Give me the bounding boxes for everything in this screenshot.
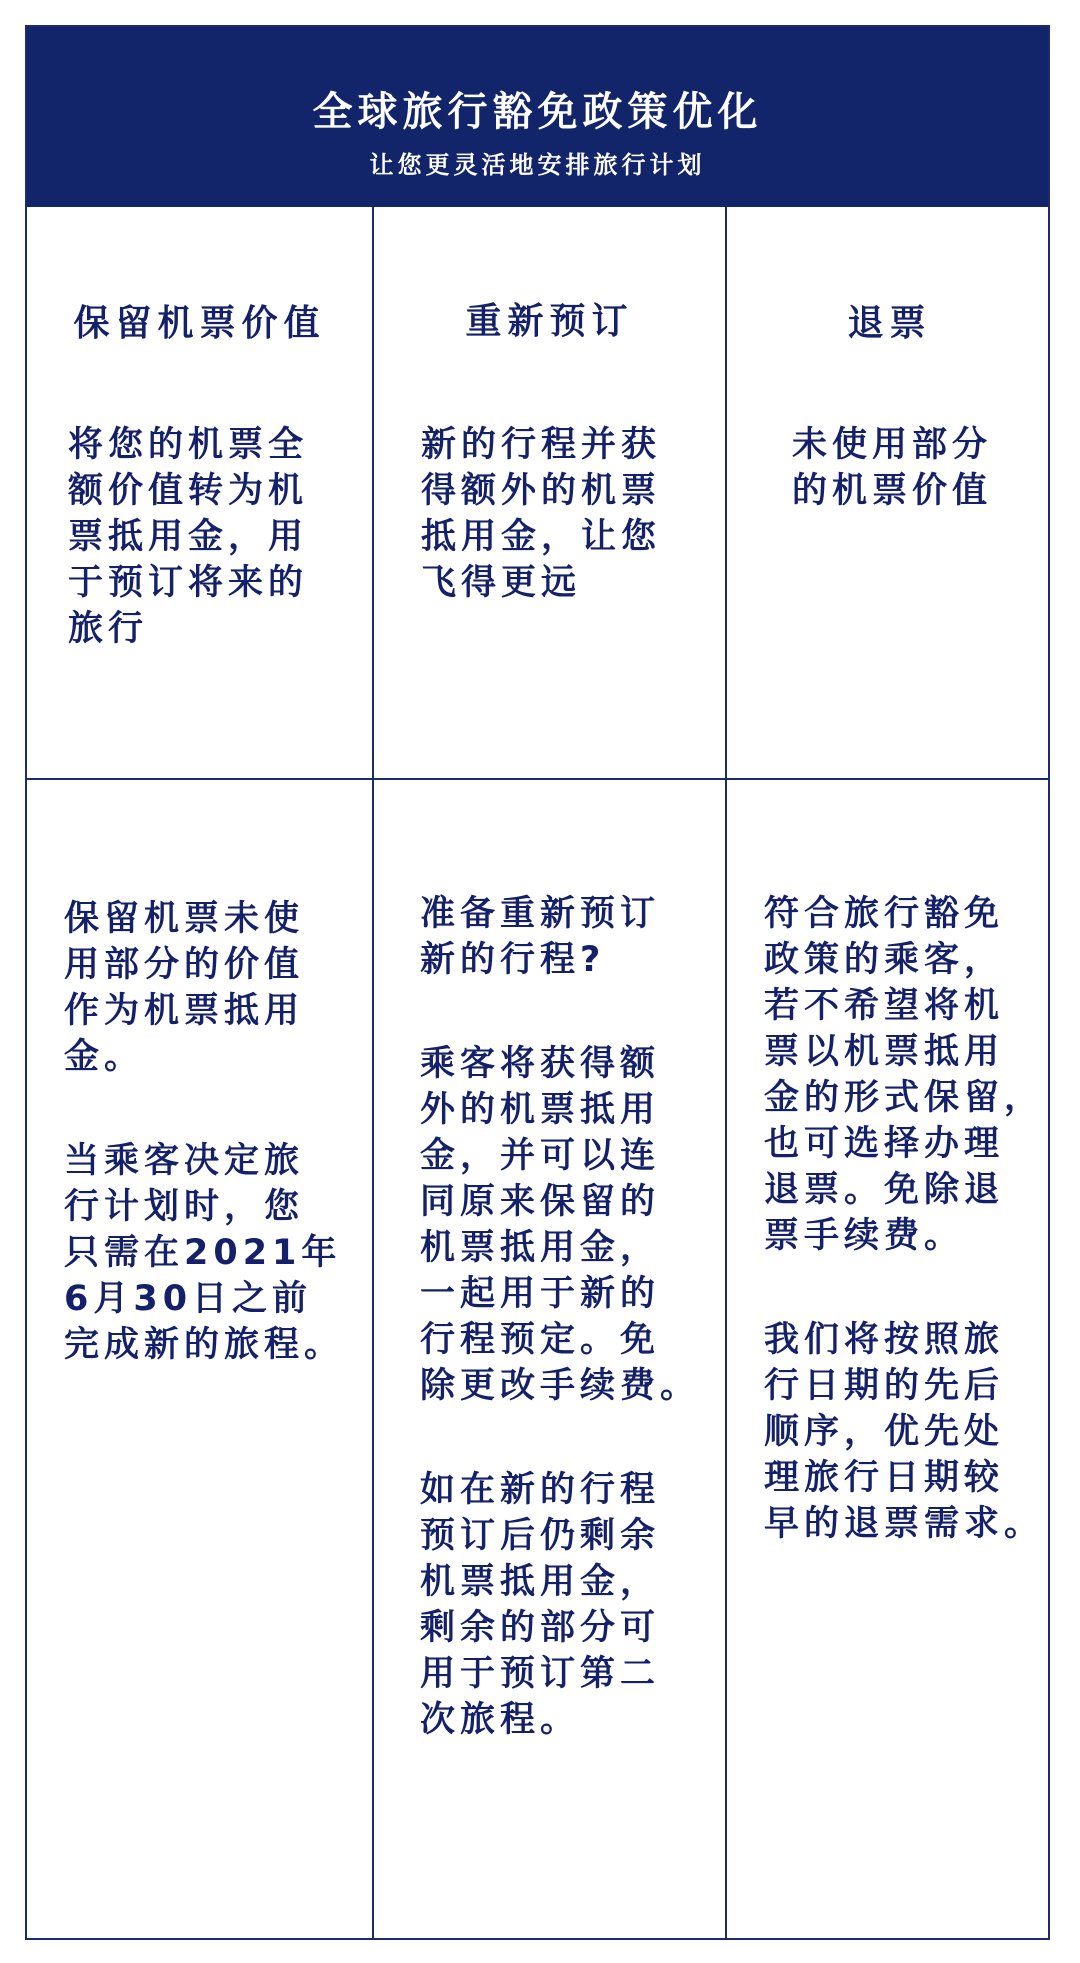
- text-line: 将您的机票全: [68, 425, 309, 465]
- text-line: 作为机票抵用: [64, 991, 305, 1031]
- paragraph: [420, 891, 700, 983]
- text-line: 票以机票抵用: [764, 1032, 1005, 1072]
- details-rebook: [420, 891, 700, 1743]
- page-subtitle: 让您更灵活地安排旅行计划: [369, 151, 706, 179]
- text-line: 只需在2021年: [64, 1233, 342, 1273]
- text-line: 当乘客决定旅: [64, 1141, 305, 1181]
- text-line: 未使用部分: [792, 425, 993, 465]
- text-line: 也可选择办理: [764, 1124, 1005, 1164]
- page-title: 全球旅行豁免政策优化: [312, 89, 763, 135]
- text-line: 若不希望将机: [764, 986, 1005, 1026]
- text-line: 6月30日之前: [64, 1279, 313, 1319]
- text-line: 得额外的机票: [421, 471, 662, 511]
- paragraph: [420, 1041, 700, 1409]
- text-line: 顺序，优先处: [764, 1412, 1005, 1452]
- text-line: 金。: [64, 1037, 145, 1077]
- policy-table: [25, 25, 1050, 1940]
- text-line: 额价值转为机: [68, 471, 309, 511]
- text-line: 完成新的旅程。: [64, 1325, 345, 1365]
- text-line: 一起用于新的: [420, 1274, 661, 1314]
- paragraph: [764, 1317, 1044, 1547]
- text-line: 票抵用金，用: [68, 517, 309, 557]
- text-line: 票手续费。: [764, 1216, 965, 1256]
- paragraph: [420, 1467, 700, 1743]
- text-line: 符合旅行豁免: [764, 894, 1005, 934]
- text-line: 外的机票抵用: [420, 1090, 661, 1130]
- text-line: 金的形式保留，: [764, 1078, 1045, 1118]
- text-line: 次旅程。: [420, 1700, 581, 1740]
- text-line: 同原来保留的: [420, 1182, 661, 1222]
- text-line: 乘客将获得额: [420, 1044, 661, 1084]
- row-divider: [27, 778, 1048, 780]
- summary-refund: [792, 422, 992, 514]
- text-line: 金，并可以连: [420, 1136, 661, 1176]
- heading-keep-ticket-value: 保留机票价值: [73, 303, 326, 344]
- text-line: 抵用金，让您: [421, 517, 662, 557]
- details-keep-ticket-value: [64, 896, 344, 1368]
- header-banner: [27, 27, 1048, 207]
- text-line: 行日期的先后: [764, 1366, 1005, 1406]
- text-line: 机票抵用金，: [420, 1228, 661, 1268]
- summary-keep-ticket-value: [68, 422, 308, 652]
- text-line: 的机票价值: [792, 471, 993, 511]
- text-line: 旅行: [68, 609, 149, 649]
- column-divider-1: [372, 207, 374, 1938]
- text-line: 于预订将来的: [68, 563, 309, 603]
- text-line: 我们将按照旅: [764, 1320, 1005, 1360]
- paragraph: [64, 896, 344, 1080]
- heading-rebook: 重新预订: [465, 301, 634, 342]
- text-line: 准备重新预订: [420, 894, 661, 934]
- column-divider-2: [725, 207, 727, 1938]
- paragraph: [764, 891, 1044, 1259]
- text-line: 新的行程并获: [421, 425, 662, 465]
- text-line: 政策的乘客，: [764, 940, 1005, 980]
- text-line: 如在新的行程: [420, 1470, 661, 1510]
- text-line: 剩余的部分可: [420, 1608, 661, 1648]
- text-line: 行计划时，您: [64, 1187, 305, 1227]
- text-line: 早的退票需求。: [764, 1504, 1045, 1544]
- paragraph: [64, 1138, 344, 1368]
- text-line: 用于预订第二: [420, 1654, 661, 1694]
- summary-rebook: [421, 422, 661, 606]
- text-line: 用部分的价值: [64, 945, 305, 985]
- text-line: 行程预定。免: [420, 1320, 661, 1360]
- text-line: 保留机票未使: [64, 899, 305, 939]
- text-line: 飞得更远: [421, 563, 582, 603]
- details-refund: [764, 891, 1044, 1547]
- heading-refund: 退票: [847, 303, 932, 344]
- text-line: 退票。免除退: [764, 1170, 1005, 1210]
- text-line: 理旅行日期较: [764, 1458, 1005, 1498]
- text-line: 新的行程?: [420, 940, 606, 980]
- text-line: 预订后仍剩余: [420, 1516, 661, 1556]
- text-line: 机票抵用金，: [420, 1562, 661, 1602]
- text-line: 除更改手续费。: [420, 1366, 701, 1406]
